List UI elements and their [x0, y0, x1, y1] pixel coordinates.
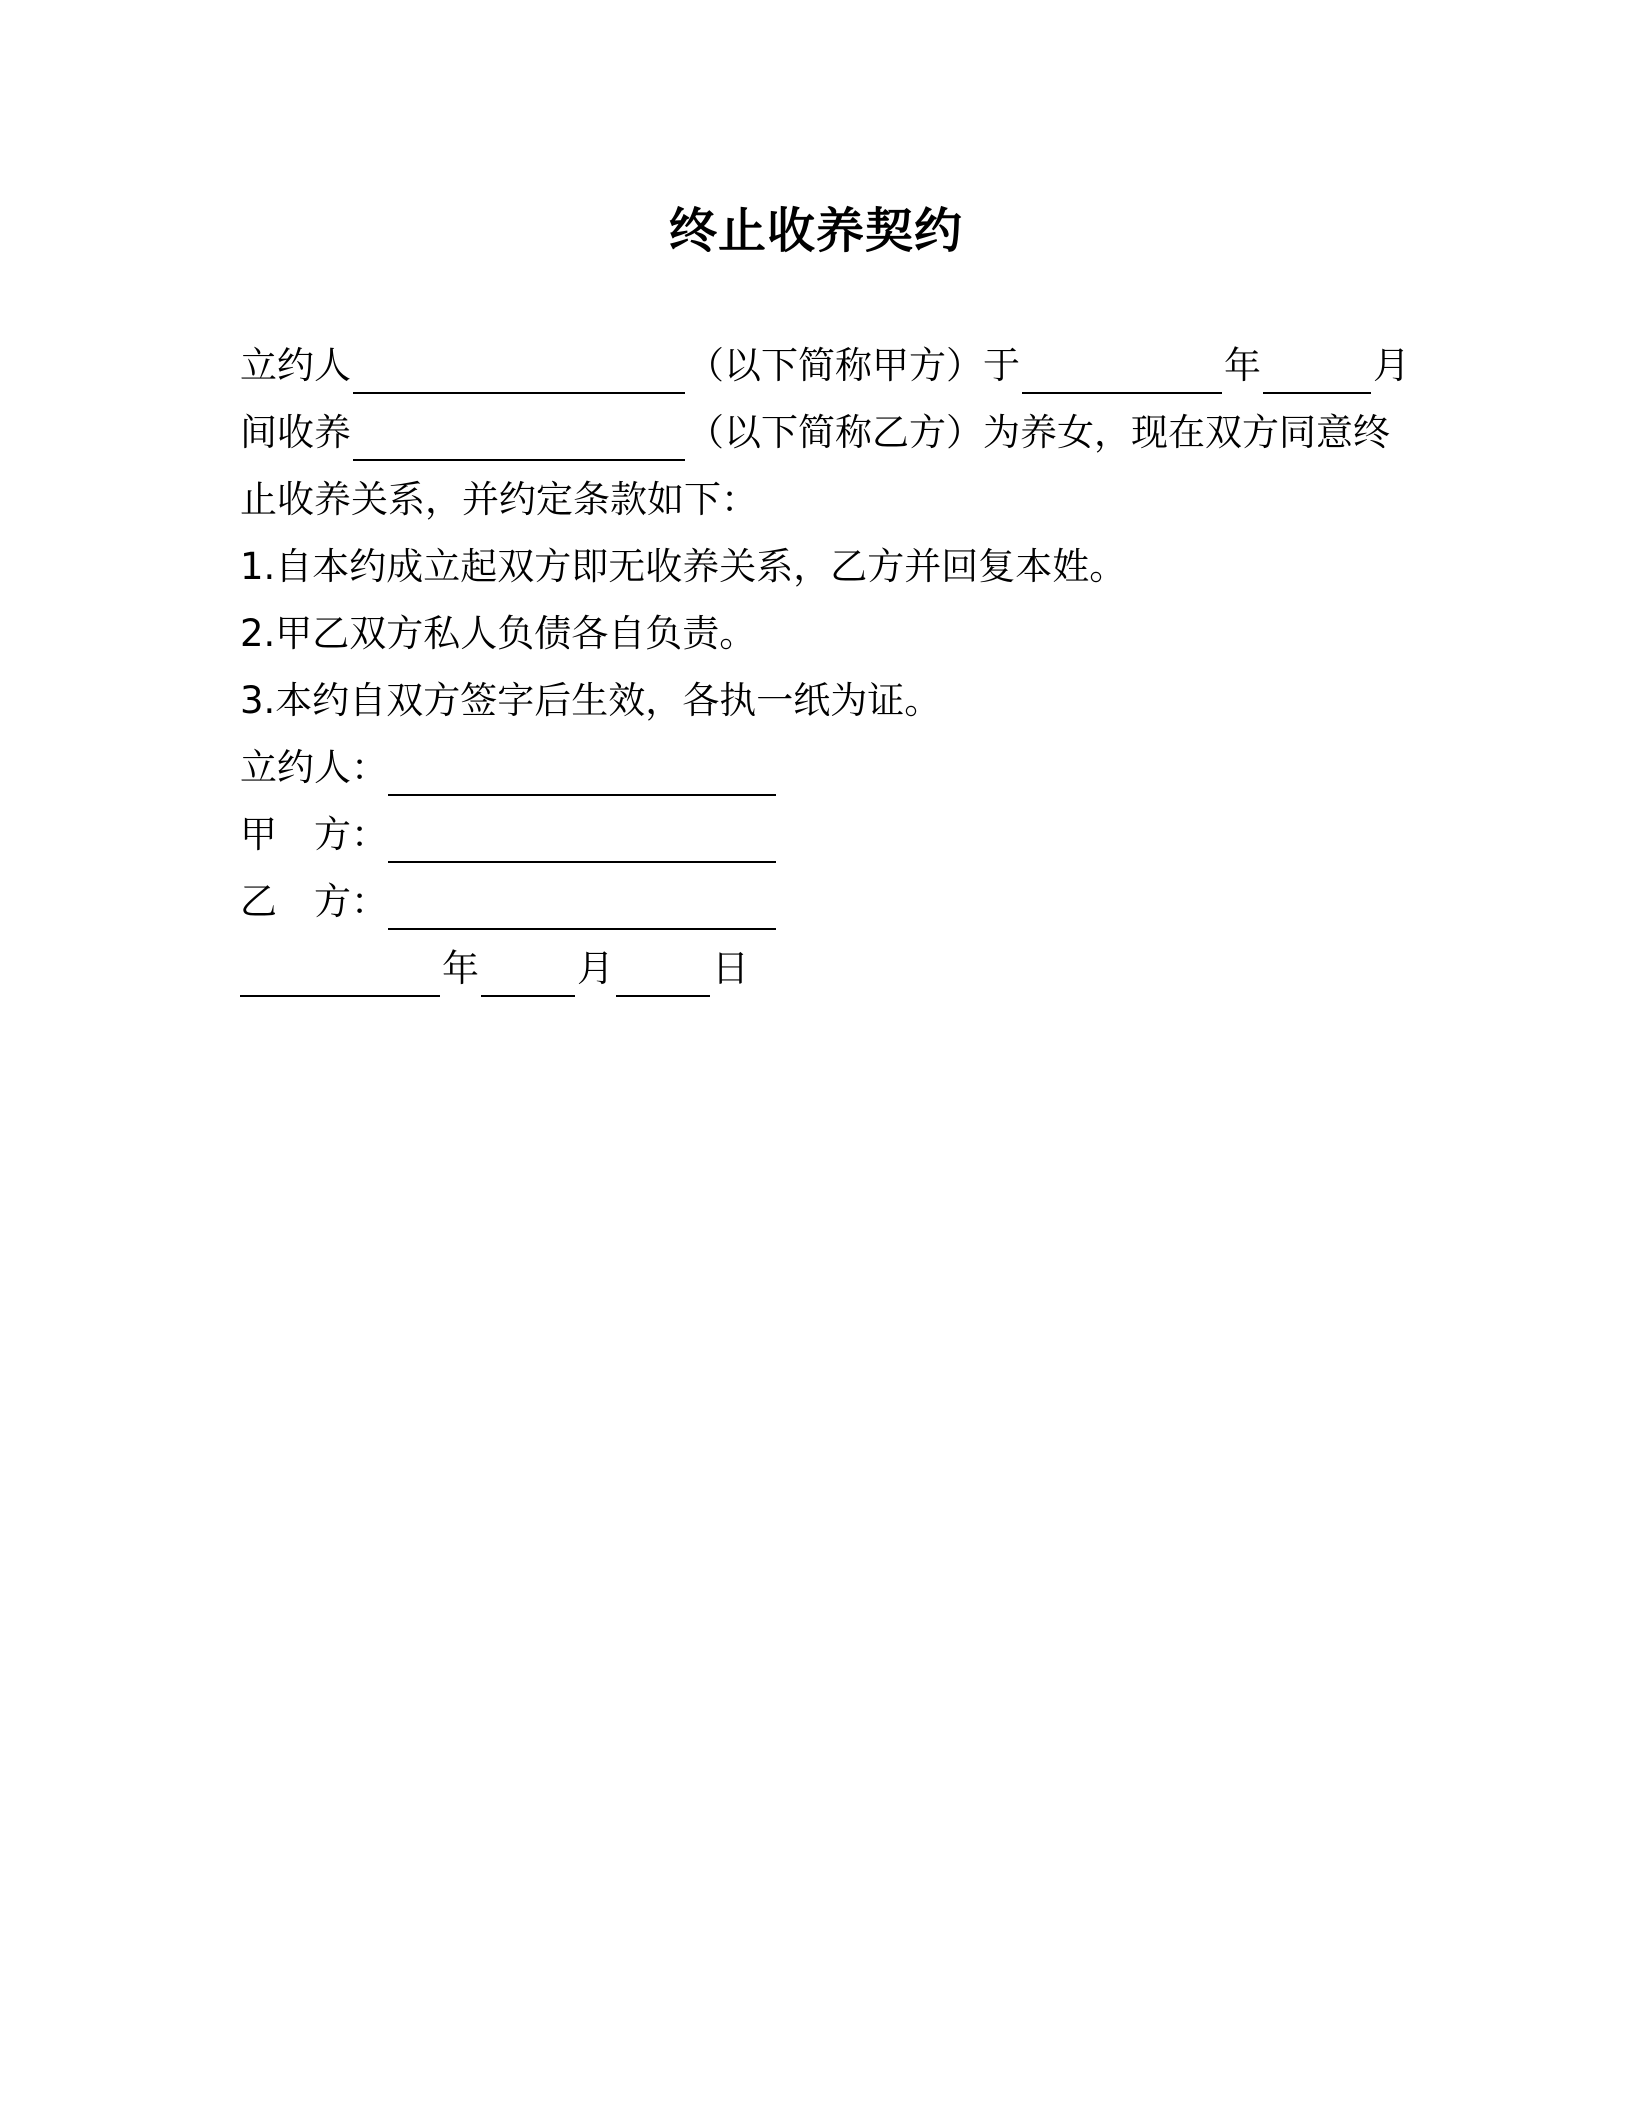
clause-2-text: 2.甲乙双方私人负债各自负责。 — [240, 612, 757, 655]
clause-1-text: 1.自本约成立起双方即无收养关系，乙方并回复本姓。 — [240, 545, 1127, 588]
adoptee-name-blank[interactable] — [353, 415, 685, 461]
date-day-label: 日 — [712, 947, 749, 990]
intro-line-3 — [240, 472, 758, 528]
signer-signature-blank[interactable] — [388, 750, 776, 796]
party-b-signature-blank[interactable] — [388, 884, 776, 930]
clause-3-text: 3.本约自双方签字后生效，各执一纸为证。 — [240, 679, 942, 722]
year-label-inline: 年 — [1224, 344, 1261, 387]
intro-line-1 — [240, 338, 1410, 394]
date-month-label: 月 — [577, 947, 614, 990]
signer-row — [240, 740, 778, 796]
clause-3 — [240, 673, 941, 729]
clause-1 — [240, 539, 1126, 595]
date-row — [240, 941, 749, 997]
clause-2 — [240, 606, 756, 662]
party-a-label: 甲 方： — [240, 813, 388, 856]
document-title: 终止收养契约 — [668, 203, 963, 259]
adoption-year-blank[interactable] — [1022, 348, 1222, 394]
date-month-blank[interactable] — [481, 951, 575, 997]
adoption-month-blank[interactable] — [1263, 348, 1371, 394]
signer-label-inline: 立约人 — [240, 344, 351, 387]
date-day-blank[interactable] — [616, 951, 710, 997]
month-label-inline: 月 — [1373, 344, 1410, 387]
intro-line-3-text: 止收养关系，并约定条款如下： — [240, 478, 758, 521]
signer-label: 立约人： — [240, 746, 388, 789]
party-a-signature-blank[interactable] — [388, 817, 776, 863]
date-year-blank[interactable] — [240, 951, 440, 997]
party-a-note: （以下简称甲方）于 — [687, 344, 1020, 387]
date-year-label: 年 — [442, 947, 479, 990]
party-a-row — [240, 807, 778, 863]
signer-name-blank[interactable] — [353, 348, 685, 394]
intro-line-2 — [240, 405, 1390, 461]
party-b-label: 乙 方： — [240, 880, 388, 923]
adopt-label: 间收养 — [240, 411, 351, 454]
party-b-row — [240, 874, 778, 930]
party-b-note: （以下简称乙方）为养女，现在双方同意终 — [687, 411, 1390, 454]
